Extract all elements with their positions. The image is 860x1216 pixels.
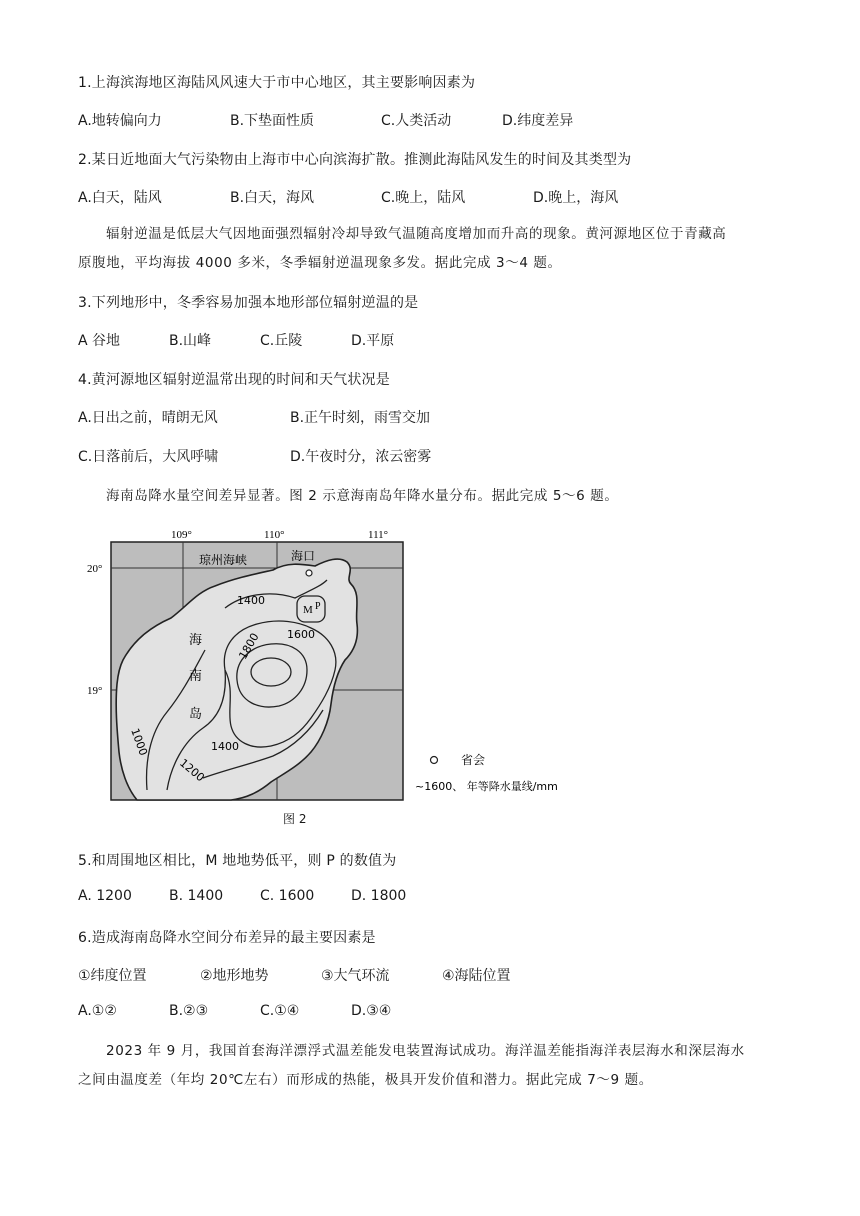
point-m-label: M — [303, 604, 313, 616]
map-svg — [75, 520, 595, 820]
question-3-option-d[interactable]: D.平原 — [351, 333, 395, 349]
island-char-2: 南 — [189, 669, 203, 684]
question-6-item-3: ③大气环流 — [321, 968, 390, 984]
question-6-option-a[interactable]: A.①② — [78, 1003, 117, 1019]
contour-label-1400-north: 1400 — [237, 594, 265, 607]
question-5-option-c[interactable]: C. 1600 — [260, 888, 315, 904]
lon-label-109: 109° — [171, 529, 192, 541]
question-1-option-d[interactable]: D.纬度差异 — [502, 113, 574, 129]
question-4-option-c[interactable]: C.日落前后，大风呼啸 — [78, 449, 219, 465]
question-4-option-d[interactable]: D.午夜时分，浓云密雾 — [290, 449, 432, 465]
lat-label-19: 19° — [87, 685, 103, 697]
question-6-option-c[interactable]: C.①④ — [260, 1003, 300, 1019]
question-1-option-b[interactable]: B.下垫面性质 — [230, 113, 315, 129]
passage-3-line-1: 2023 年 9 月，我国首套海洋漂浮式温差能发电装置海试成功。海洋温差能指海洋表层海水和深层海水 — [106, 1043, 745, 1059]
point-p-label: P — [315, 601, 321, 612]
question-6-option-b[interactable]: B.②③ — [169, 1003, 209, 1019]
passage-1-line-2: 原腹地，平均海拔 4000 多米，冬季辐射逆温现象多发。据此完成 3～4 题。 — [78, 255, 562, 271]
contour-label-1200: 1200 — [177, 756, 207, 785]
question-6-stem: 6.造成海南岛降水空间分布差异的最主要因素是 — [78, 930, 376, 946]
question-1-stem: 1.上海滨海地区海陆风风速大于市中心地区，其主要影响因素为 — [78, 75, 476, 91]
contour-label-1800: 1800 — [236, 630, 262, 662]
question-6-item-4: ④海陆位置 — [442, 968, 511, 984]
legend-capital-text: 省会 — [461, 753, 486, 767]
question-2-option-a[interactable]: A.白天，陆风 — [78, 190, 162, 206]
passage-ocean-thermal-energy — [78, 1037, 778, 1095]
question-2-option-b[interactable]: B.白天，海风 — [230, 190, 315, 206]
question-2-option-d[interactable]: D.晚上，海风 — [533, 190, 619, 206]
question-6-item-2: ②地形地势 — [200, 968, 269, 984]
question-1-option-a[interactable]: A.地转偏向力 — [78, 113, 162, 129]
question-4-option-b[interactable]: B.正午时刻，雨雪交加 — [290, 410, 431, 426]
island-char-1: 海 — [189, 633, 203, 648]
legend-capital-symbol — [431, 757, 438, 764]
contour-label-1400-south: 1400 — [211, 740, 239, 753]
qiongzhou-strait-label: 琼州海峡 — [199, 553, 248, 567]
lon-label-110: 110° — [264, 529, 285, 541]
question-5-option-b[interactable]: B. 1400 — [169, 888, 224, 904]
question-4-stem: 4.黄河源地区辐射逆温常出现的时间和天气状况是 — [78, 372, 390, 388]
passage-1-line-1: 辐射逆温是低层大气因地面强烈辐射冷却导致气温随高度增加而升高的现象。黄河源地区位于青藏高 — [106, 226, 727, 242]
question-6-item-1: ①纬度位置 — [78, 968, 147, 984]
island-char-3: 岛 — [189, 707, 203, 722]
question-5-stem: 5.和周围地区相比，M 地地势低平，则 P 的数值为 — [78, 853, 397, 869]
contour-label-1000: 1000 — [128, 726, 150, 758]
question-2-option-c[interactable]: C.晚上，陆风 — [381, 190, 466, 206]
question-1-option-c[interactable]: C.人类活动 — [381, 113, 452, 129]
haikou-label: 海口 — [291, 549, 316, 563]
question-3-option-b[interactable]: B.山峰 — [169, 333, 212, 349]
passage-radiation-inversion — [78, 220, 778, 278]
lat-label-20: 20° — [87, 563, 103, 575]
question-4-option-a[interactable]: A.日出之前，晴朗无风 — [78, 410, 218, 426]
contour-label-1600: 1600 — [287, 628, 315, 641]
question-3-stem: 3.下列地形中，冬季容易加强本地形部位辐射逆温的是 — [78, 295, 419, 311]
figure-caption: 图 2 — [283, 812, 307, 826]
question-5-option-d[interactable]: D. 1800 — [351, 888, 407, 904]
question-3-option-a[interactable]: A 谷地 — [78, 333, 121, 349]
question-5-option-a[interactable]: A. 1200 — [78, 888, 132, 904]
hainan-rainfall-map — [75, 520, 595, 820]
passage-hainan-intro: 海南岛降水量空间差异显著。图 2 示意海南岛年降水量分布。据此完成 5～6 题。 — [106, 488, 619, 504]
haikou-capital-marker — [306, 570, 312, 576]
lon-label-111: 111° — [368, 529, 389, 541]
question-3-option-c[interactable]: C.丘陵 — [260, 333, 303, 349]
passage-3-line-2: 之间由温度差（年均 20℃左右）而形成的热能，极具开发价值和潜力。据此完成 7～9 题。 — [78, 1072, 653, 1088]
legend-isohyet-text: ~1600、 年等降水量线/mm — [415, 780, 558, 793]
question-6-option-d[interactable]: D.③④ — [351, 1003, 392, 1019]
question-2-stem: 2.某日近地面大气污染物由上海市中心向滨海扩散。推测此海陆风发生的时间及其类型为 — [78, 152, 632, 168]
